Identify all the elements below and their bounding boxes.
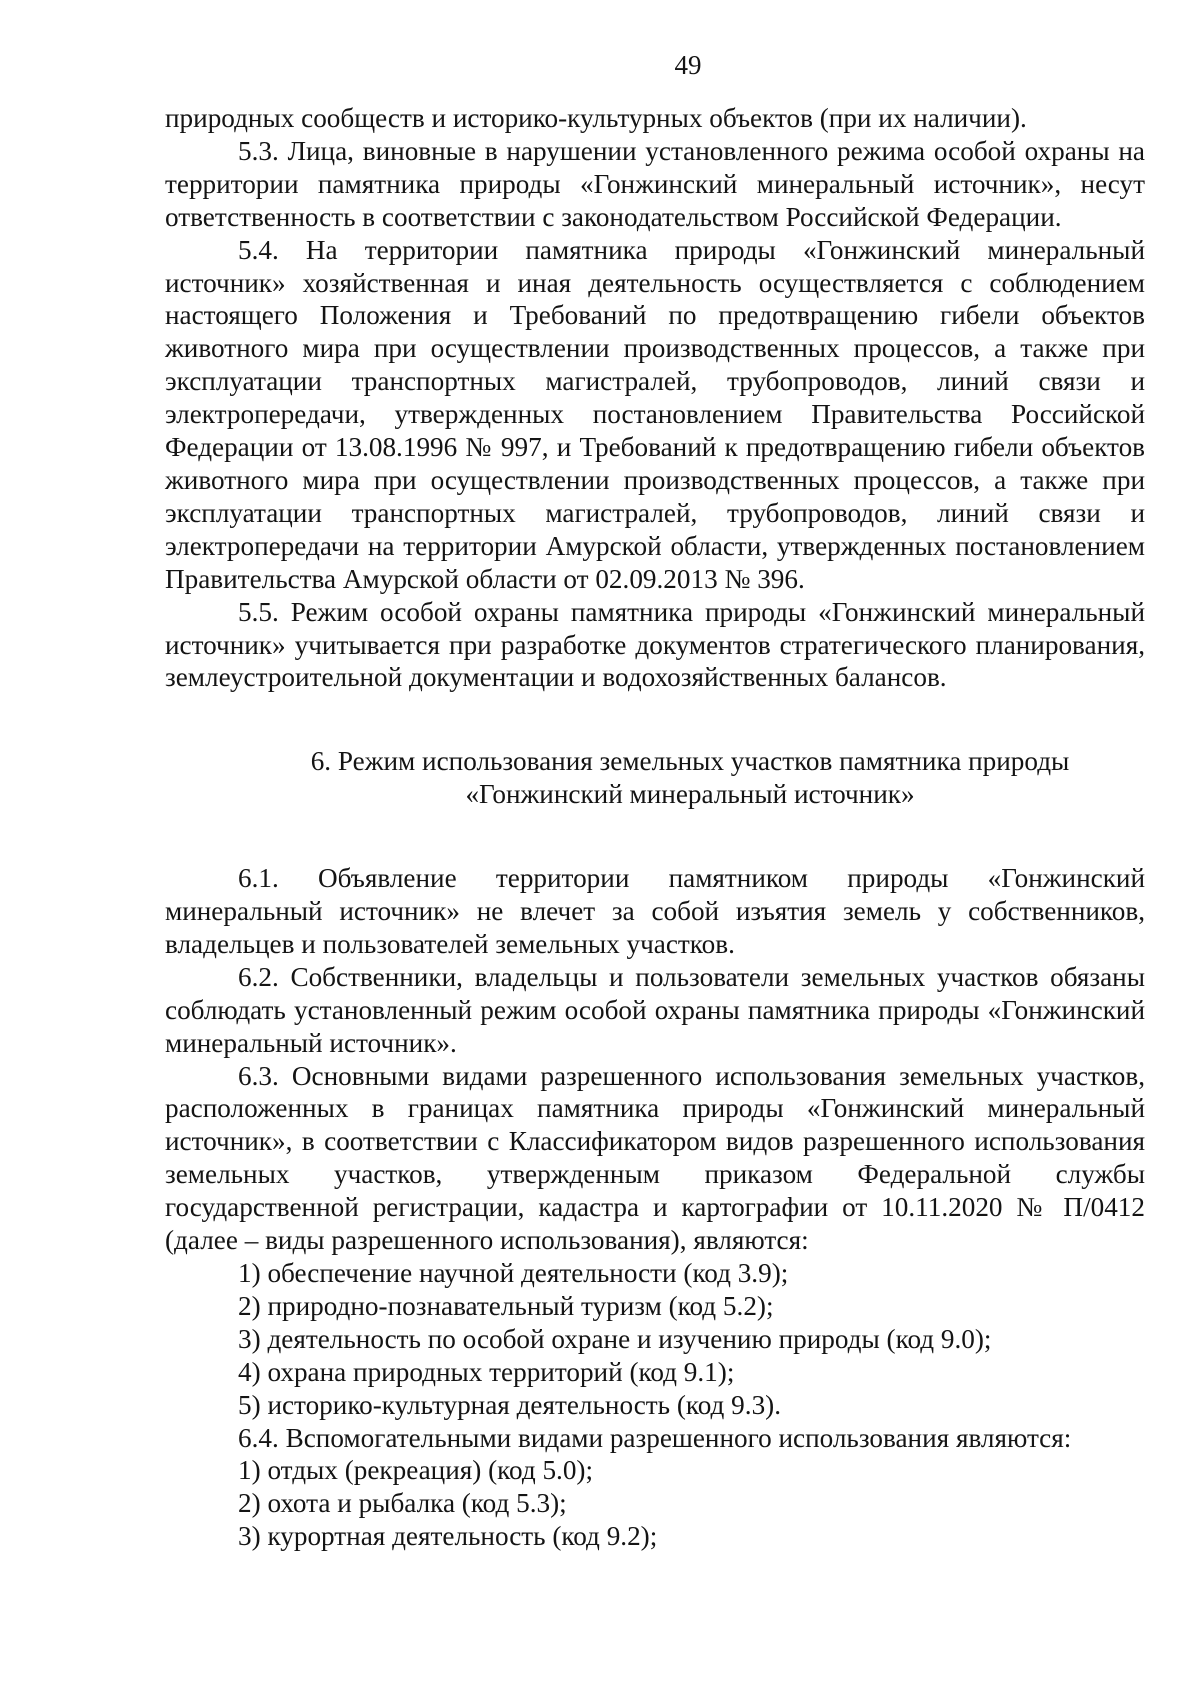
main-use-item: 2) природно-познавательный туризм (код 5.2); xyxy=(238,1290,774,1321)
page-number: 49 xyxy=(674,50,702,80)
section-heading-line-1: 6. Режим использования земельных участков памятника природы xyxy=(310,746,1070,777)
document-body xyxy=(165,102,1145,1553)
paragraph-continuation: природных сообществ и историко-культурных объектов (при их наличии). xyxy=(165,103,1027,133)
auxiliary-use-item: 1) отдых (рекреация) (код 5.0); xyxy=(238,1455,594,1486)
main-use-item: 3) деятельность по особой охране и изучению природы (код 9.0); xyxy=(238,1323,992,1354)
paragraph-5-5: 5.5. Режим особой охраны памятника природы «Гонжинский минеральный источник» учитывается при разработке документов стратегического планирования, землеустроительной документации и водохозяйственных балансов. xyxy=(165,596,1145,693)
main-use-item: 5) историко-культурная деятельность (код 9.3). xyxy=(238,1389,782,1420)
paragraph-5-4: 5.4. На территории памятника природы «Гонжинский минеральный источник» хозяйственная и иная деятельность осуществляется с соблюдением настоящего Положения и Требований по предотвращению гибели объектов животного мира при осуществлении производственных процессов, а также при эксплуатации транспортных магистралей, трубопроводов, линий связи и электропередачи, утвержденных постановлением Правительства Российской Федерации от 13.08.1996 № 997, и Требований к предотвращению гибели объектов животного мира при осуществлении производственных процессов, а также при эксплуатации транспортных магистралей, трубопроводов, линий связи и электропередачи на территории Амурской области, утвержденных постановлением Правительства Амурской области от 02.09.2013 № 396. xyxy=(165,234,1145,594)
section-heading-line-2: «Гонжинский минеральный источник» xyxy=(465,779,915,810)
auxiliary-use-item: 2) охота и рыбалка (код 5.3); xyxy=(238,1488,567,1519)
paragraph-5-3: 5.3. Лица, виновные в нарушении установленного режима особой охраны на территории памятника природы «Гонжинский минеральный источник», несут ответственность в соответствии с законодательством Российской Федерации. xyxy=(165,135,1145,232)
paragraph-6-2: 6.2. Собственники, владельцы и пользователи земельных участков обязаны соблюдать установленный режим особой охраны памятника природы «Гонжинский минеральный источник». xyxy=(165,961,1145,1058)
section-heading xyxy=(165,745,1145,811)
paragraph-6-4: 6.4. Вспомогательными видами разрешенного использования являются: xyxy=(238,1422,1072,1453)
auxiliary-use-item: 3) курортная деятельность (код 9.2); xyxy=(238,1521,658,1552)
main-use-item: 1) обеспечение научной деятельности (код 3.9); xyxy=(238,1258,789,1288)
main-use-item: 4) охрана природных территорий (код 9.1); xyxy=(238,1356,735,1387)
paragraph-6-3: 6.3. Основными видами разрешенного использования земельных участков, расположенных в границах памятника природы «Гонжинский минеральный источник», в соответствии с Классификатором видов разрешенного использования земельных участков, утвержденным приказом Федеральной службы государственной регистрации, кадастра и картографии от 10.11.2020 № П/0412 (далее – виды разрешенного использования), являются: xyxy=(165,1060,1145,1256)
paragraph-6-1: 6.1. Объявление территории памятником природы «Гонжинский минеральный источник» не влечет за собой изъятия земель у собственников, владельцев и пользователей земельных участков. xyxy=(165,863,1145,959)
